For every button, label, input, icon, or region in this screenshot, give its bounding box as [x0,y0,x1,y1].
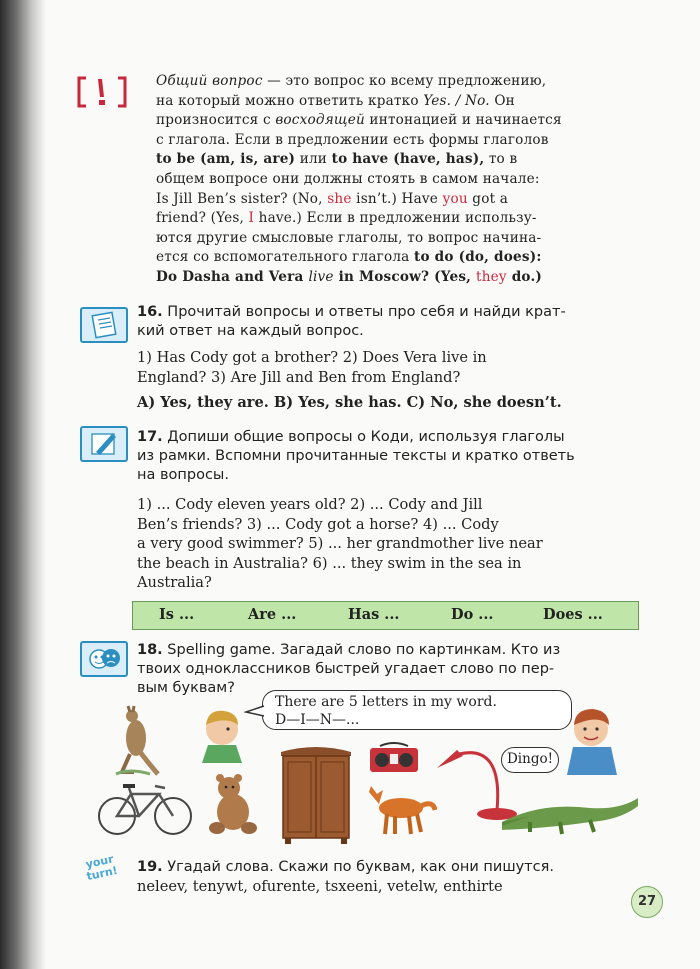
exercise-16-questions: 1) Has Cody got a brother? 2) Does Vera live in England? 3) Are Jill and Ben from England? [137,349,487,386]
frame-word: Does ... [543,606,603,623]
exercise-16-instruction: 16. Прочитай вопросы и ответы про себя и найди крат- кий ответ на каждый вопрос. [137,304,566,339]
masks-game-icon [80,641,128,677]
attention-icon [76,75,128,109]
frame-word: Has ... [348,606,400,623]
exercise-18-instruction: 18. Spelling game. Загадай слово по картинкам. Кто из твоих одноклассников быстрей угадает слово по пер- вым буквам? [137,642,561,696]
kangaroo-picture [110,700,160,776]
radio-picture [368,740,420,774]
verb-frame [132,601,639,630]
bubble-tail [244,704,266,718]
speech-bubble-answer: Dingo! [501,747,559,773]
pencil-write-icon [80,426,128,462]
crocodile-picture [500,782,640,838]
exercise-19-words: neleev, tenywt, ofurente, tsxeeni, vetelw, enthirte [137,878,503,895]
frame-word: Are ... [248,606,297,623]
exercise-16-answers: A) Yes, they are. B) Yes, she has. C) No, she doesn’t. [137,394,562,411]
your-turn-badge: your turn! [84,852,119,884]
exercise-17-instruction: 17. Допиши общие вопросы о Коди, используя глаголы из рамки. Вспомни прочитанные тексты и кратко ответь на вопросы. [137,429,575,483]
read-book-icon [80,307,128,343]
frame-word: Do ... [451,606,494,623]
boy-right-picture [567,703,621,775]
page-binding-shadow [0,0,46,969]
exercise-17-sentences: 1) ... Cody eleven years old? 2) ... Cody and Jill Ben’s friends? 3) ... Cody got a horse? 4) ... Cody a very good swimmer? 5) ... her grandmother live near the beach in Australia? 6) ... they swim in the sea in Australia? [137,496,543,591]
grammar-rule: Общий вопрос — это вопрос ко всему предложению, на который можно ответить кратко Yes. / No. Он произносится с восходящей интонацией и начинается с глагола. Если в предложении есть формы глаголов to be (am, is, are) или to have (have, has), то в общем вопросе они должны стоять в самом начале: Is Jill Ben’s sister? (No, she isn’t.) Have you got a friend? (Yes, I have.) Если в предложении использу- ются другие смысловые глаголы, то вопрос начина- ется со вспомогательного глагола to do (do, does): Do Dasha and Vera live in Moscow? (Yes, they do.) [156,73,562,285]
speech-bubble-clue: There are 5 letters in my word. D—I—N—... [262,690,572,730]
bicycle-picture [95,778,195,838]
page-number: 27 [631,886,663,918]
boy-left-picture [198,703,246,763]
wardrobe-picture [277,742,355,846]
frame-word: Is ... [159,606,195,623]
exercise-19-instruction: 19. Угадай слова. Скажи по буквам, как они пишутся. [137,859,554,875]
dingo-picture [365,782,437,838]
teddy-bear-picture [205,772,267,836]
